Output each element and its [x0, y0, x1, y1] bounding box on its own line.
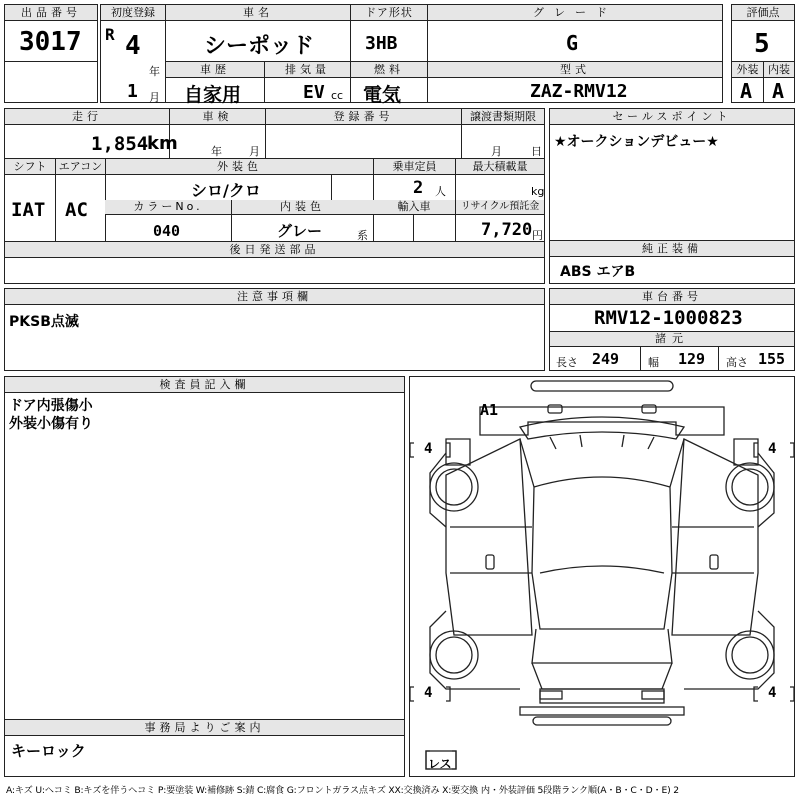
recycle-fee-label: リサイクル預託金	[455, 200, 544, 215]
exterior-color: シロ/クロ	[191, 181, 261, 200]
later-parts-label: 後日発送部品	[5, 242, 544, 258]
office-note: キーロック	[11, 742, 86, 760]
interior-grade-label: 内装	[764, 62, 794, 78]
car-name-label: 車名	[166, 5, 350, 21]
equipment-label: 純正装備	[550, 241, 794, 257]
office-box	[4, 719, 405, 777]
inspection-label: 車検	[169, 109, 265, 125]
transfer-month-unit: 月	[491, 145, 502, 158]
car-diagram-box	[409, 376, 795, 777]
capacity: 2	[413, 178, 424, 198]
office-label: 事務局よりご案内	[5, 720, 404, 736]
score-box	[731, 4, 795, 62]
inspector-label: 検査員記入欄	[5, 377, 404, 393]
transfer-deadline-label: 譲渡書類期限	[461, 109, 544, 125]
capacity-label: 乗車定員	[373, 159, 455, 175]
door-box	[350, 4, 428, 62]
height-label: 高さ	[726, 356, 748, 369]
tire-front-right: 4	[768, 441, 777, 457]
fuel-box	[350, 61, 428, 106]
interior-color-unit: 系	[357, 229, 368, 242]
recycle-fee-unit: 円	[532, 229, 543, 242]
history: 自家用	[184, 84, 242, 106]
interior-grade: A	[772, 79, 785, 103]
shift: IAT	[11, 199, 46, 221]
interior-grade-box	[763, 61, 795, 103]
mileage-unit: km	[147, 133, 178, 154]
recycle-fee: 7,720	[481, 220, 533, 240]
inspector-note-2: 外装小傷有り	[9, 416, 93, 432]
lot-number: 3017	[19, 27, 82, 57]
length-label: 長さ	[556, 356, 578, 369]
lot-number-box	[4, 4, 98, 62]
displacement-box	[264, 61, 351, 103]
width: 129	[678, 350, 706, 368]
first-registration-label: 初度登録	[101, 5, 165, 21]
exterior-grade-box	[731, 61, 764, 103]
notes: PKSB点滅	[9, 314, 79, 330]
interior-color-label: 内装色	[231, 200, 373, 215]
tire-rear-left: 4	[424, 685, 433, 701]
chassis-box	[549, 288, 795, 371]
displacement-label: 排気量	[265, 62, 350, 78]
vehicle-details-box	[4, 108, 545, 284]
ac-label: エアコン	[55, 159, 105, 175]
exterior-grade-label: 外装	[732, 62, 763, 78]
transfer-day-unit: 日	[531, 145, 542, 158]
car-name-box	[165, 4, 351, 62]
shift-label: シフト	[5, 159, 55, 175]
chassis-label: 車台番号	[550, 289, 794, 305]
inspector-box	[4, 376, 405, 720]
era: R	[105, 25, 115, 44]
first-registration-box	[100, 4, 166, 103]
inspection-year-unit: 年	[211, 145, 222, 158]
sales-point-box	[549, 108, 795, 241]
max-load-label: 最大積載量	[455, 159, 544, 175]
air-conditioner: AC	[65, 199, 88, 221]
fuel: 電気	[363, 84, 402, 106]
notes-label: 注意事項欄	[5, 289, 544, 305]
damage-mark-a1: A1	[480, 401, 499, 419]
interior-color: グレー	[277, 222, 323, 240]
registration-year: 4	[125, 31, 141, 61]
car-diagram	[410, 377, 794, 776]
exterior-grade: A	[740, 79, 753, 103]
grade: G	[566, 31, 579, 55]
model: ZAZ-RMV12	[530, 81, 628, 102]
capacity-unit: 人	[435, 185, 446, 198]
model-label: 型式	[428, 62, 722, 78]
inspector-note-1: ドア内張傷小	[9, 398, 93, 414]
tire-rear-right: 4	[768, 685, 777, 701]
registration-month: 1	[127, 81, 138, 102]
grade-label: グレード	[428, 5, 722, 21]
mileage-label: 走行	[5, 109, 169, 125]
legend: A:キズ U:ヘコミ B:キズを伴うヘコミ P:要塗装 W:補修跡 S:錆 C:腐食 G:フロントガラス点キズ XX:交換済み X:要交換 内・外装評価 5段階ランク順(A・B・C・D・E) 2	[6, 785, 679, 796]
notes-box	[4, 288, 545, 371]
height: 155	[758, 350, 786, 368]
tire-front-left: 4	[424, 441, 433, 457]
score: 5	[754, 29, 770, 59]
displacement-unit: cc	[331, 89, 344, 102]
door-type: 3HB	[365, 33, 398, 54]
car-name: シーポッド	[204, 34, 315, 59]
lot-empty-box	[4, 61, 98, 103]
sales-point: ★オークションデビュー★	[554, 134, 719, 150]
dimensions-label: 諸元	[550, 331, 794, 347]
registration-number-label: 登録番号	[265, 109, 461, 125]
color-number: 040	[153, 222, 181, 240]
fuel-label: 燃料	[351, 62, 427, 78]
model-box	[427, 61, 723, 103]
equipment: ABS エアB	[560, 264, 636, 280]
inspection-month-unit: 月	[249, 145, 260, 158]
color-number-label: カラーNo.	[105, 200, 231, 215]
import-label: 輸入車	[373, 200, 455, 215]
spare-tire: レス	[428, 757, 452, 771]
width-label: 幅	[648, 356, 659, 369]
displacement: EV	[303, 82, 325, 103]
door-label: ドア形状	[351, 5, 427, 21]
color-label: 外装色	[105, 159, 373, 175]
grade-box	[427, 4, 723, 62]
load-unit: kg	[531, 185, 545, 198]
month-unit: 月	[149, 91, 160, 104]
history-box	[165, 61, 265, 106]
equipment-box	[549, 240, 795, 284]
sales-point-label: セールスポイント	[550, 109, 794, 125]
history-label: 車歴	[166, 62, 264, 78]
length: 249	[592, 350, 620, 368]
year-unit: 年	[149, 65, 160, 78]
chassis-number: RMV12-1000823	[594, 307, 743, 329]
mileage: 1,854	[91, 133, 149, 155]
lot-number-label: 出品番号	[5, 5, 97, 21]
score-label: 評価点	[732, 5, 794, 21]
